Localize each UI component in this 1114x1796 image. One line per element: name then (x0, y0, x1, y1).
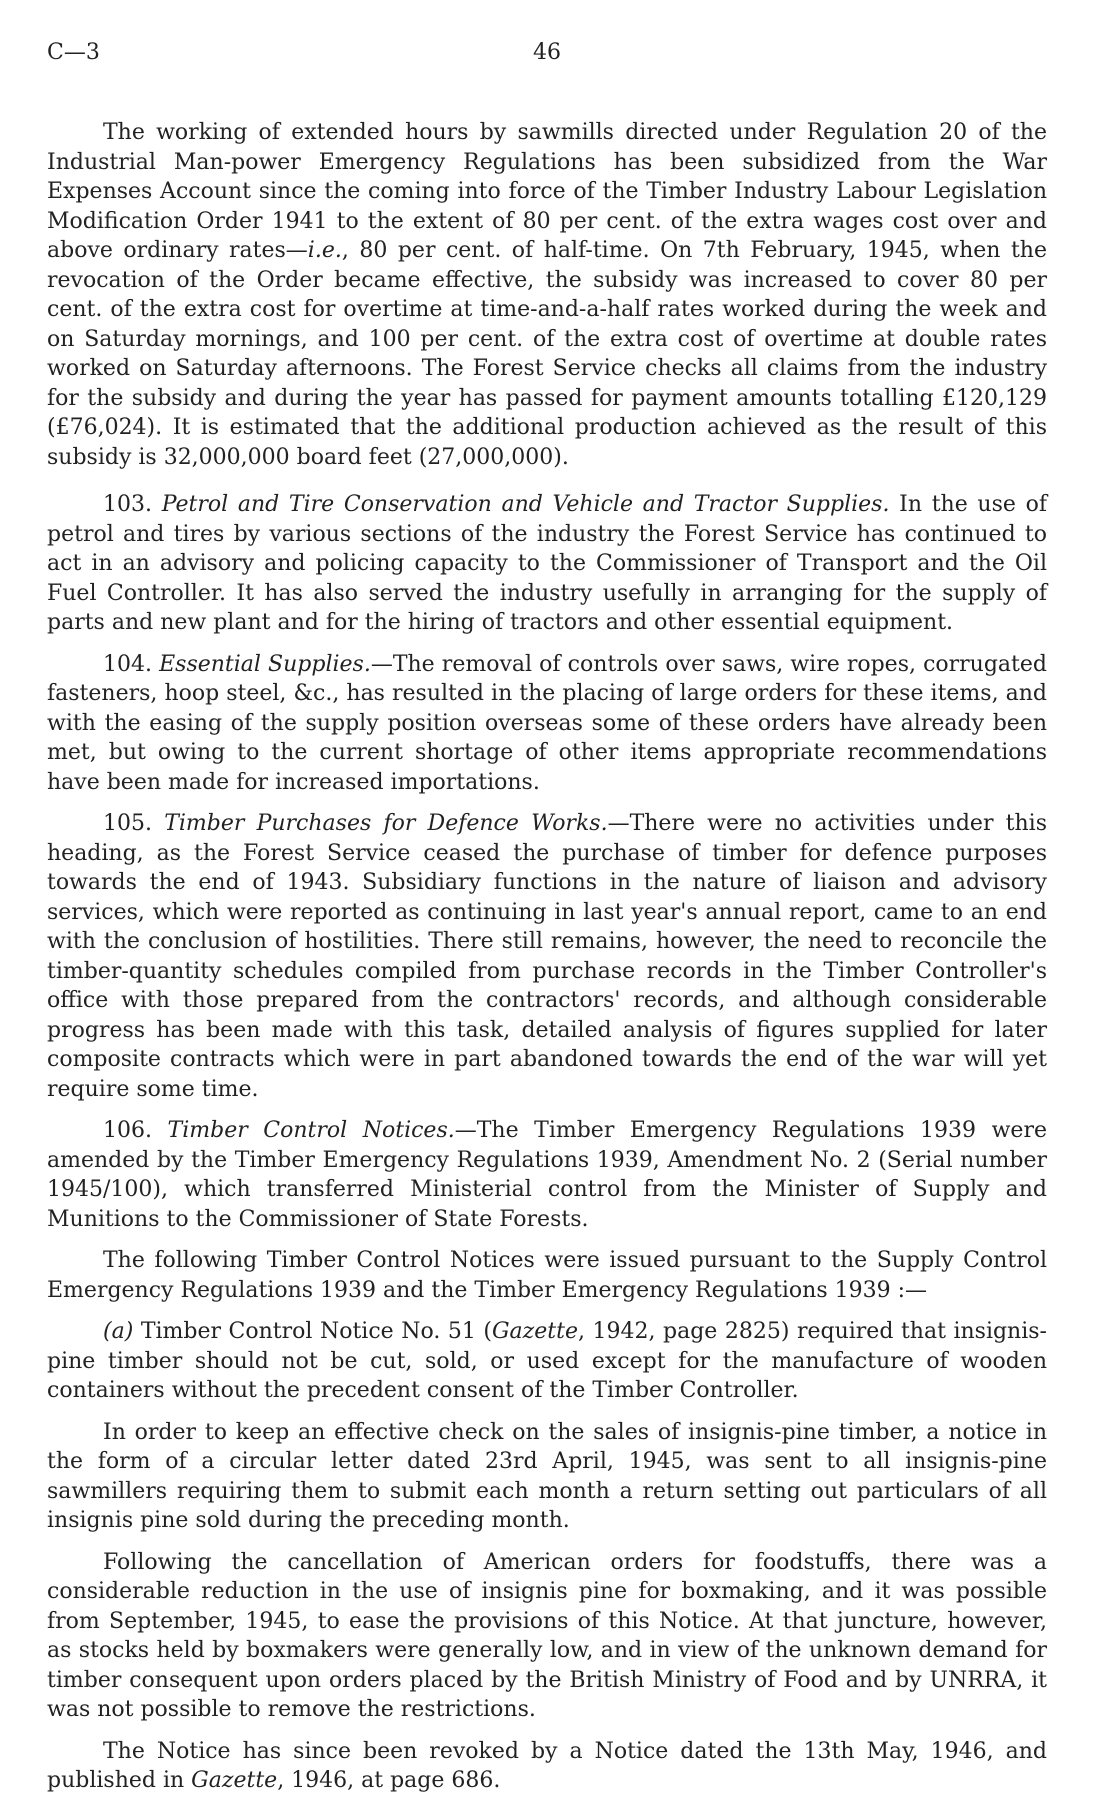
paragraph-text: —There were no activities under this heading, as the Forest Service ceased the purchase of timber for defence purposes towards the end of 1943. Subsidiary functions in the nature of liaison and advisory services, which were reported as continuing in last year's annual report, came to an end with the conclusion of hostilities. There still remains, however, the need to reconcile the timber-quantity schedules compiled from purchase records in the Timber Controller's office with those prepared from the contractors' records, and although considerable progress has been made with this task, detailed analysis of figures supplied for later composite contracts which were in part abandoned towards the end of the war will yet require some time. (47, 811, 1047, 1102)
list-label: (a) (103, 1319, 134, 1344)
paragraph-text: , 1946, at page 686. (277, 1768, 501, 1793)
gazette-reference: Gazette (191, 1768, 278, 1793)
paragraph-text: In the use of petrol and tires by various sections of the industry the Forest Service has continued to act in an advisory and policing capacity to the Commissioner of Transport and the Oil Fuel Controller. It has also served the industry usefully in arranging for the supply of parts and new plant and for the hiring of tractors and other essential equipment. (47, 492, 1047, 635)
paragraph-text: The working of extended hours by sawmills directed under Regulation 20 of the Industrial Man-power Emergency Regulations has been subsidized from the War Expenses Account since the coming into force of the Timber Industry Labour Legislation Modification Order 1941 to the extent of 80 per cent. of the extra wages cost over and above ordinary rates— (47, 120, 1047, 263)
paragraph-text: —The Timber Emergency Regulations 1939 were amended by the Timber Emergency Regulations 1939, Amendment No. 2 (Serial number 1945/100), which transferred Ministerial control from the Minister of Supply and Munitions to the Commissioner of State Forests. (47, 1118, 1047, 1232)
paragraph-notice-a (47, 1317, 1047, 1406)
section-heading: Timber Control Notices. (167, 1118, 455, 1143)
paragraph-103 (47, 490, 1047, 638)
section-heading: Timber Purchases for Defence Works. (164, 811, 608, 836)
section-number: 106. (103, 1118, 152, 1143)
gazette-reference: Gazette (491, 1319, 578, 1344)
paragraph-notices-intro (47, 1246, 1047, 1305)
paragraph-subsidy (47, 118, 1047, 472)
paragraph-105 (47, 809, 1047, 1104)
paragraph-text: , 80 per cent. of half-time. On 7th February, 1945, when the revocation of the Order became effective, the subsidy was increased to cover 80 per cent. of the extra cost for overtime at time-and-a-half rates worked during the week and on Saturday mornings, and 100 per cent. of the extra cost of overtime at double rates worked on Saturday afternoons. The Forest Service checks all claims from the industry for the subsidy and during the year has passed for payment amounts totalling £120,129 (£76,024). It is estimated that the additional production achieved as the result of this subsidy is 32,000,000 board feet (27,000,000). (47, 238, 1047, 470)
paragraph-text: , 1942, page 2825) required that insignis-pine timber should not be cut, sold, or used except for the manufacture of wooden containers without the precedent consent of the Timber Controller. (47, 1319, 1047, 1403)
section-number: 103. (103, 492, 152, 517)
document-code: C—3 (47, 40, 100, 65)
page-header (47, 40, 1047, 80)
paragraph-text: In order to keep an effective check on the sales of insignis-pine timber, a notice in the form of a circular letter dated 23rd April, 1945, was sent to all insignis-pine sawmillers requiring them to submit each month a return setting out particulars of all insignis pine sold during the preceding month. (47, 1419, 1047, 1533)
section-heading: Petrol and Tire Conservation and Vehicle and Tractor Supplies. (161, 492, 890, 517)
section-number: 105. (103, 811, 152, 836)
page-number: 46 (533, 40, 561, 65)
paragraph-revocation (47, 1737, 1047, 1796)
paragraph-cancellation (47, 1548, 1047, 1725)
paragraph-circular-letter (47, 1418, 1047, 1536)
paragraph-text: The Notice has since been revoked by a Notice dated the 13th May, 1946, and published in (47, 1738, 1047, 1793)
paragraph-text: The following Timber Control Notices were issued pursuant to the Supply Control Emergency Regulations 1939 and the Timber Emergency Regulations 1939 :— (47, 1248, 1047, 1303)
paragraph-104 (47, 650, 1047, 798)
document-page (47, 40, 1047, 1793)
paragraph-text: Timber Control Notice No. 51 ( (133, 1319, 492, 1344)
paragraph-text: Following the cancellation of American orders for foodstuffs, there was a considerable reduction in the use of insignis pine for boxmaking, and it was possible from September, 1945, to ease the provisions of this Notice. At that juncture, however, as stocks held by boxmakers were generally low, and in view of the unknown demand for timber consequent upon orders placed by the British Ministry of Food and by UNRRA, it was not possible to remove the restrictions. (47, 1549, 1047, 1722)
section-number: 104. (103, 651, 152, 677)
section-heading: Essential Supplies. (159, 651, 371, 677)
italic-abbreviation: i.e. (307, 238, 342, 263)
paragraph-text: —The removal of controls over saws, wire ropes, corrugated fasteners, hoop steel, &c., has resulted in the placing of large orders for these items, and with the easing of the supply position overseas some of these orders have already been met, but owing to the current shortage of other items appropriate recommendations have been made for increased importations. (47, 651, 1047, 795)
paragraph-106 (47, 1116, 1047, 1234)
document-body (47, 118, 1047, 1796)
